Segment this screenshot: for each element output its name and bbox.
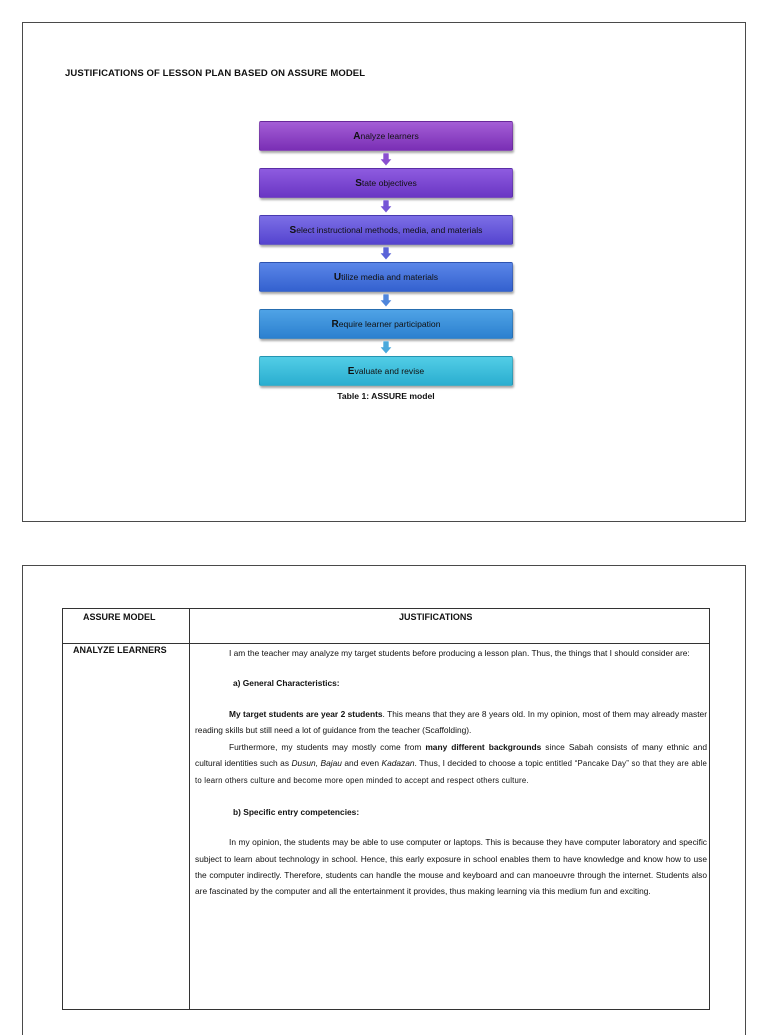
down-arrow-icon xyxy=(379,153,393,167)
flow-step xyxy=(259,215,513,245)
down-arrow-icon xyxy=(379,247,393,261)
down-arrow-icon xyxy=(379,200,393,214)
document-page-2 xyxy=(22,565,746,1035)
italic-phrase: Dusun, Bajau xyxy=(291,758,342,769)
flow-step xyxy=(259,168,513,198)
row-label-analyze-learners: ANALYZE LEARNERS xyxy=(73,645,167,655)
step-label: tilize media and materials xyxy=(341,272,439,282)
document-page-1 xyxy=(22,22,746,522)
flow-arrow xyxy=(259,198,513,215)
step-label: equire learner participation xyxy=(338,319,441,329)
step-initial: S xyxy=(355,177,362,189)
assure-flowchart xyxy=(259,121,513,401)
flow-arrow xyxy=(259,292,513,309)
header-divider xyxy=(63,643,709,644)
bold-phrase: My target students are year 2 students xyxy=(229,708,383,719)
text-run: Furthermore, my students may mostly come from xyxy=(229,741,426,752)
figure-caption: Table 1: ASSURE model xyxy=(337,391,435,401)
italic-phrase: Kadazan xyxy=(381,758,415,769)
step-initial: R xyxy=(331,318,339,330)
section-heading-entry-competencies: b) Specific entry competencies: xyxy=(233,806,360,817)
text-run: since Sabah consists of many ethnic and cultural identities such as xyxy=(195,741,707,769)
document-title: JUSTIFICATIONS OF LESSON PLAN BASED ON ASSURE MODEL xyxy=(65,68,366,79)
text-run: and even xyxy=(341,758,382,769)
intro-paragraph: I am the teacher may analyze my target students before producing a lesson plan. Thus, the things that I should consider are: xyxy=(229,648,690,658)
step-label: tate objectives xyxy=(361,178,417,188)
flow-step xyxy=(259,356,513,386)
text-run: . Thus, I decided to choose a topic xyxy=(414,758,546,769)
flow-arrow xyxy=(259,339,513,356)
text-run: entitled “Pancake Day” so that they are able to learn others culture and become more open minded to accept and respect others culture. xyxy=(195,759,707,786)
paragraph-target-students xyxy=(195,706,707,739)
column-divider xyxy=(189,609,190,1009)
flow-step xyxy=(259,309,513,339)
down-arrow-icon xyxy=(379,294,393,308)
column-header-assure-model: ASSURE MODEL xyxy=(83,612,156,622)
step-initial: E xyxy=(347,365,355,377)
down-arrow-icon xyxy=(379,341,393,355)
step-initial: U xyxy=(333,271,342,283)
step-initial: A xyxy=(353,130,361,142)
step-label: valuate and revise xyxy=(354,366,425,376)
step-label: nalyze learners xyxy=(360,131,419,141)
section-heading-general-characteristics: a) General Characteristics: xyxy=(233,678,340,689)
paragraph-computer-skills: In my opinion, the students may be able to use computer or laptops. This is because they have computer laboratory and specific subject to learn about technology in school. Hence, this early exposure in school enables them to have knowledge and know how to use the computer indirectly. Therefore, students can handle the mouse and keyboard and can manoeuvre through the internet. Students also are fascinated by the computer and all the entertainment it provides, thus making learning via this medium fun and exciting. xyxy=(195,837,707,897)
step-label: elect instructional methods, media, and materials xyxy=(296,225,483,235)
bold-phrase: many different backgrounds xyxy=(425,741,542,752)
justification-text xyxy=(195,645,707,900)
step-initial: S xyxy=(289,224,297,236)
column-header-justifications: JUSTIFICATIONS xyxy=(399,612,473,622)
flow-step xyxy=(259,121,513,151)
flow-step xyxy=(259,262,513,292)
flow-arrow xyxy=(259,151,513,168)
paragraph-backgrounds xyxy=(195,739,707,790)
justification-table xyxy=(62,608,710,1010)
flow-arrow xyxy=(259,245,513,262)
text-run: . This means that they are 8 years old. In my opinion, most of them may already master reading skills but still need a lot of guidance from the teacher (Scaffolding). xyxy=(195,708,707,736)
